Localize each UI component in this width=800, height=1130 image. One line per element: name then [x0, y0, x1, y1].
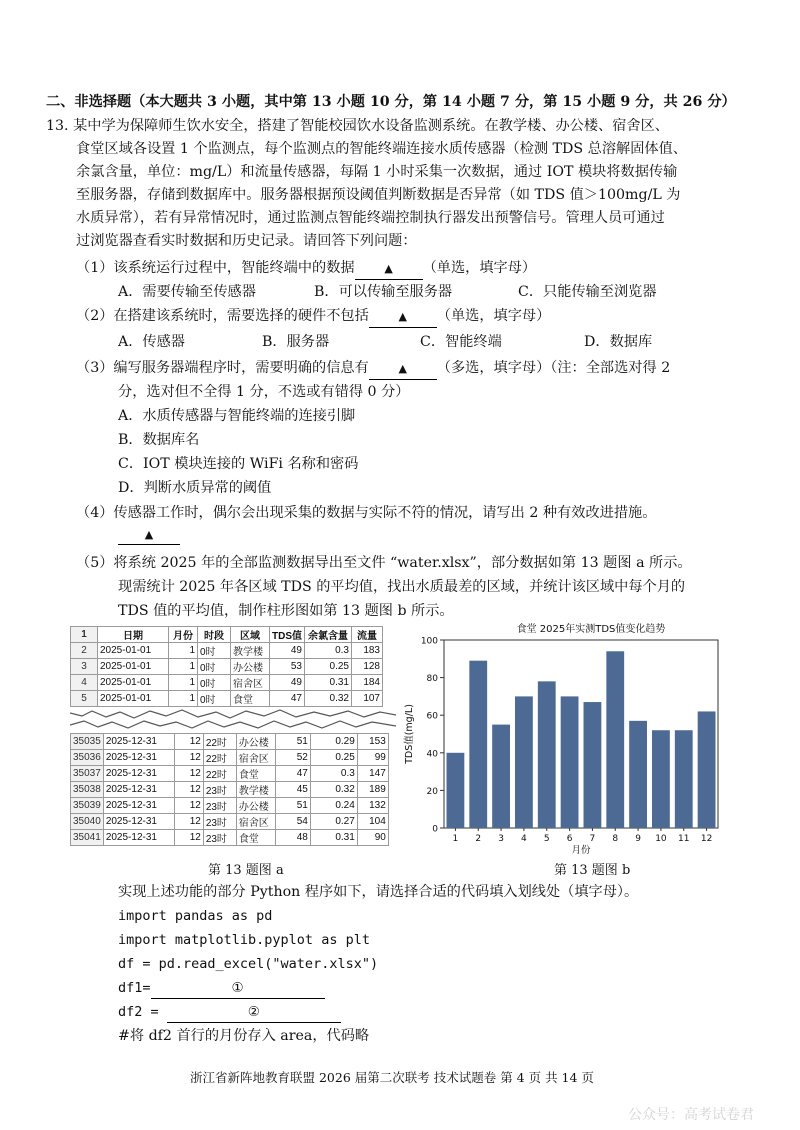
option: A．需要传输至传感器 — [118, 284, 256, 300]
table-cell: 2025-01-01 — [98, 691, 169, 707]
table-cell: 办公楼 — [231, 659, 270, 675]
y-tick-label: 80 — [426, 674, 438, 685]
row-number: 1 — [71, 627, 98, 643]
stem-line: 水质异常），若有异常情况时，通过监测点智能终端控制执行器发出预警信号。管理人员可通过 — [76, 210, 665, 226]
spreadsheet-top — [70, 626, 383, 707]
x-tick-label: 3 — [498, 834, 504, 844]
bar — [675, 730, 693, 828]
table-cell: 办公楼 — [236, 734, 275, 750]
table-cell: 2025-12-31 — [103, 750, 174, 766]
table-cell: 0时 — [198, 675, 231, 691]
code-blank-1[interactable] — [151, 978, 325, 999]
table-cell: 12 — [174, 798, 203, 814]
x-tick-label: 10 — [655, 834, 667, 844]
table-cell: 23时 — [203, 798, 236, 814]
answer-blank-4[interactable] — [118, 528, 180, 545]
part-5-text: TDS 值的平均值，制作柱形图如第 13 题图 b 所示。 — [118, 603, 454, 619]
option: C．IOT 模块连接的 WiFi 名称和密码 — [118, 456, 359, 472]
option: D．数据库 — [584, 334, 653, 350]
table-cell: 2025-12-31 — [103, 798, 174, 814]
blank-triangle-icon: ▲ — [398, 310, 408, 323]
blank-triangle-icon: ▲ — [384, 262, 393, 275]
table-row — [71, 798, 389, 814]
table-cell: 47 — [275, 766, 310, 782]
stem-line: 食堂区域各设置 1 个监测点，每个监测点的智能终端连接水质传感器（检测 TDS 总溶解固体值、 — [76, 141, 687, 157]
x-tick-label: 8 — [612, 834, 619, 844]
table-cell: 2025-01-01 — [98, 675, 169, 691]
table-cell: 食堂 — [236, 766, 275, 782]
table-cell: 0时 — [198, 691, 231, 707]
table-cell: 153 — [357, 734, 388, 750]
part-5-text: （5）将系统 2025 年的全部监测数据导出至文件 “water.xlsx”，部分数据如第 13 题图 a 所示。 — [76, 555, 692, 571]
row-number: 35041 — [71, 830, 104, 846]
table-cell: 22时 — [203, 750, 236, 766]
table-cell: 47 — [270, 691, 305, 707]
x-tick-label: 1 — [452, 834, 459, 844]
row-number: 35040 — [71, 814, 104, 830]
option: B．可以传输至服务器 — [314, 284, 453, 300]
stem-line: 过浏览器查看实时数据和历史记录。请回答下列问题： — [76, 233, 417, 249]
bar-chart — [400, 618, 730, 856]
x-tick-label: 12 — [700, 834, 713, 844]
bar — [538, 681, 556, 828]
bar — [698, 711, 716, 828]
figure-b-chart — [400, 618, 730, 856]
table-cell: 0.27 — [310, 814, 357, 830]
table-cell: 0.3 — [310, 766, 357, 782]
table-cell: 147 — [357, 766, 388, 782]
table-cell: 0.25 — [310, 750, 357, 766]
table-cell: 0.32 — [310, 782, 357, 798]
part-3-text: （3）编写服务器端程序时，需要明确的信息有 — [76, 360, 369, 376]
part-2-prompt — [76, 306, 550, 328]
row-number: 5 — [71, 691, 98, 707]
column-header: 区域 — [231, 627, 270, 643]
page-footer: 浙江省新阵地教育联盟 2026 届第二次联考 技术试题卷 第 4 页 共 14 页 — [190, 1070, 594, 1085]
table-cell: 0.32 — [305, 691, 352, 707]
y-tick-label: 40 — [426, 749, 438, 760]
table-cell: 132 — [357, 798, 388, 814]
table-row — [71, 814, 389, 830]
chart-title: 食堂 2025年实测TDS值变化趋势 — [516, 624, 666, 635]
code-df1-label: df1= — [118, 980, 151, 996]
option: B．数据库名 — [118, 432, 200, 448]
table-cell: 办公楼 — [236, 798, 275, 814]
table-cell: 54 — [275, 814, 310, 830]
table-cell: 1 — [169, 659, 198, 675]
table-cell: 教学楼 — [236, 782, 275, 798]
x-tick-label: 4 — [521, 834, 527, 844]
code-comment: #将 df2 首行的月份存入 area，代码略 — [118, 1028, 370, 1044]
column-header: 余氯含量 — [305, 627, 352, 643]
part-1-suffix: （单选，填字母） — [422, 260, 537, 276]
table-cell: 2025-01-01 — [98, 659, 169, 675]
part-3-text-2: 分，选对但不全得 1 分，不选或有错得 0 分） — [118, 384, 410, 400]
table-cell: 99 — [357, 750, 388, 766]
code-df2-label: df2 = — [118, 1004, 167, 1020]
table-cell: 0时 — [198, 643, 231, 659]
table-cell: 0.31 — [310, 830, 357, 846]
table-cell: 48 — [275, 830, 310, 846]
table-cell: 教学楼 — [231, 643, 270, 659]
table-cell: 0.31 — [305, 675, 352, 691]
table-cell: 2025-12-31 — [103, 734, 174, 750]
table-cell: 0时 — [198, 659, 231, 675]
table-cell: 104 — [357, 814, 388, 830]
option: D．判断水质异常的阈值 — [118, 480, 272, 496]
table-cell: 食堂 — [231, 691, 270, 707]
table-cell: 12 — [174, 830, 203, 846]
code-line: import pandas as pd — [118, 908, 273, 924]
column-header: 时段 — [198, 627, 231, 643]
table-cell: 0.3 — [305, 643, 352, 659]
table-cell: 90 — [357, 830, 388, 846]
bar — [629, 721, 647, 828]
code-line-df2 — [118, 1002, 341, 1023]
bar — [492, 725, 510, 828]
table-cell: 22时 — [203, 766, 236, 782]
table-cell: 22时 — [203, 734, 236, 750]
table-cell: 128 — [352, 659, 383, 675]
part-3-prompt — [76, 358, 670, 380]
part-1-prompt — [76, 258, 536, 280]
row-number: 4 — [71, 675, 98, 691]
part-3-suffix: （多选，填字母）（注：全部选对得 2 — [436, 360, 671, 376]
table-cell: 12 — [174, 734, 203, 750]
x-tick-label: 6 — [566, 834, 573, 844]
x-tick-label: 2 — [475, 834, 482, 844]
table-cell: 宿舍区 — [231, 675, 270, 691]
option: A．水质传感器与智能终端的连接引脚 — [118, 408, 356, 424]
stem-line: 余氯含量，单位：mg/L）和流量传感器，每隔 1 小时采集一次数据，通过 IOT 模块将数据传输 — [76, 164, 678, 180]
table-cell: 12 — [174, 750, 203, 766]
option: C．智能终端 — [420, 334, 502, 350]
table-row — [71, 643, 383, 659]
table-cell: 184 — [352, 675, 383, 691]
stem-line: 至服务器，存储到数据库中。服务器根据预设阈值判断数据是否异常（如 TDS 值＞100mg/L 为 — [76, 187, 681, 203]
y-tick-label: 0 — [432, 824, 438, 835]
code-intro: 实现上述功能的部分 Python 程序如下，请选择合适的代码填入划线处（填字母）。 — [118, 884, 639, 900]
table-row — [71, 691, 383, 707]
caption-figure-b: 第 13 题图 b — [554, 863, 631, 878]
table-cell: 183 — [352, 643, 383, 659]
row-number: 2 — [71, 643, 98, 659]
bar — [584, 702, 602, 828]
column-header: 流量 — [352, 627, 383, 643]
section-header: 二、非选择题（本大题共 3 小题，其中第 13 小题 10 分，第 14 小题 7 分，第 15 小题 9 分，共 26 分） — [46, 94, 736, 110]
spreadsheet-bottom — [70, 733, 389, 846]
x-tick-label: 5 — [543, 834, 550, 844]
table-cell: 1 — [169, 691, 198, 707]
table-cell: 53 — [270, 659, 305, 675]
column-header: 月份 — [169, 627, 198, 643]
table-cell: 2025-12-31 — [103, 766, 174, 782]
answer-blank-2[interactable] — [369, 306, 437, 328]
table-cell: 49 — [270, 675, 305, 691]
table-cell: 189 — [357, 782, 388, 798]
table-cell: 12 — [174, 814, 203, 830]
table-cell: 2025-12-31 — [103, 782, 174, 798]
code-line: df = pd.read_excel("water.xlsx") — [118, 956, 379, 972]
table-cell: 0.25 — [305, 659, 352, 675]
table-cell: 宿舍区 — [236, 750, 275, 766]
table-cell: 0.29 — [310, 734, 357, 750]
table-cell: 12 — [174, 782, 203, 798]
y-tick-label: 100 — [420, 636, 438, 647]
table-cell: 2025-12-31 — [103, 814, 174, 830]
table-row — [71, 659, 383, 675]
bar — [515, 696, 533, 828]
table-cell: 52 — [275, 750, 310, 766]
blank-triangle-icon: ▲ — [144, 528, 154, 541]
x-tick-label: 11 — [678, 834, 690, 844]
table-cell: 23时 — [203, 814, 236, 830]
bar — [447, 753, 465, 828]
table-cell: 1 — [169, 643, 198, 659]
x-axis-label: 月份 — [571, 845, 591, 856]
row-number: 3 — [71, 659, 98, 675]
part-2-suffix: （单选，填字母） — [436, 308, 551, 324]
table-row — [71, 830, 389, 846]
y-tick-label: 60 — [426, 711, 438, 722]
table-cell: 107 — [352, 691, 383, 707]
x-tick-label: 9 — [635, 834, 641, 844]
figure-a-spreadsheet — [70, 626, 396, 846]
table-row — [71, 750, 389, 766]
bar — [469, 661, 487, 828]
blank-triangle-icon: ▲ — [398, 362, 408, 375]
table-row — [71, 734, 389, 750]
table-cell: 宿舍区 — [236, 814, 275, 830]
table-cell: 食堂 — [236, 830, 275, 846]
bar — [652, 730, 670, 828]
table-row — [71, 675, 383, 691]
blank-marker: ② — [247, 1004, 260, 1020]
table-cell: 12 — [174, 766, 203, 782]
x-tick-label: 7 — [589, 834, 596, 844]
answer-blank-1[interactable] — [355, 258, 423, 280]
torn-gap — [70, 707, 396, 733]
blank-marker: ① — [231, 980, 244, 996]
table-cell: 45 — [275, 782, 310, 798]
table-cell: 23时 — [203, 830, 236, 846]
bar — [606, 651, 624, 828]
answer-blank-3[interactable] — [369, 358, 437, 380]
row-number: 35036 — [71, 750, 104, 766]
code-line: import matplotlib.pyplot as plt — [118, 932, 370, 948]
table-cell: 51 — [275, 734, 310, 750]
option: B．服务器 — [262, 334, 330, 350]
table-cell: 23时 — [203, 782, 236, 798]
row-number: 35039 — [71, 798, 104, 814]
watermark: 公众号：高考试卷君 — [628, 1107, 754, 1123]
table-cell: 0.24 — [310, 798, 357, 814]
table-cell: 49 — [270, 643, 305, 659]
part-1-text: （1）该系统运行过程中，智能终端中的数据 — [76, 260, 355, 276]
table-cell: 2025-01-01 — [98, 643, 169, 659]
row-number: 35037 — [71, 766, 104, 782]
row-number: 35038 — [71, 782, 104, 798]
option: C．只能传输至浏览器 — [518, 284, 657, 300]
part-2-text: （2）在搭建该系统时，需要选择的硬件不包括 — [76, 308, 369, 324]
chart-overlay-text: 浙考神墙750 — [494, 656, 583, 674]
table-cell: 2025-12-31 — [103, 830, 174, 846]
row-number: 35035 — [71, 734, 104, 750]
table-cell: 1 — [169, 675, 198, 691]
code-line-df1 — [118, 978, 325, 999]
part-4-prompt: （4）传感器工作时，偶尔会出现采集的数据与实际不符的情况，请写出 2 种有效改进措施。 — [76, 505, 657, 521]
torn-edge-graphic — [70, 707, 396, 733]
stem-line: 13. 某中学为保障师生饮水安全，搭建了智能校园饮水设备监测系统。在教学楼、办公楼、宿舍区、 — [46, 118, 669, 134]
y-axis-label: TDS值(mg/L) — [404, 704, 415, 764]
column-header: TDS值 — [270, 627, 305, 643]
option: A．传感器 — [118, 334, 185, 350]
table-row — [71, 766, 389, 782]
column-header: 日期 — [98, 627, 169, 643]
table-cell: 51 — [275, 798, 310, 814]
code-blank-2[interactable] — [167, 1002, 341, 1023]
table-row — [71, 782, 389, 798]
bar — [561, 696, 579, 828]
part-5-text: 现需统计 2025 年各区域 TDS 的平均值，找出水质最差的区域，并统计该区域中每个月的 — [118, 579, 686, 595]
caption-figure-a: 第 13 题图 a — [208, 863, 284, 878]
y-tick-label: 20 — [426, 786, 438, 797]
